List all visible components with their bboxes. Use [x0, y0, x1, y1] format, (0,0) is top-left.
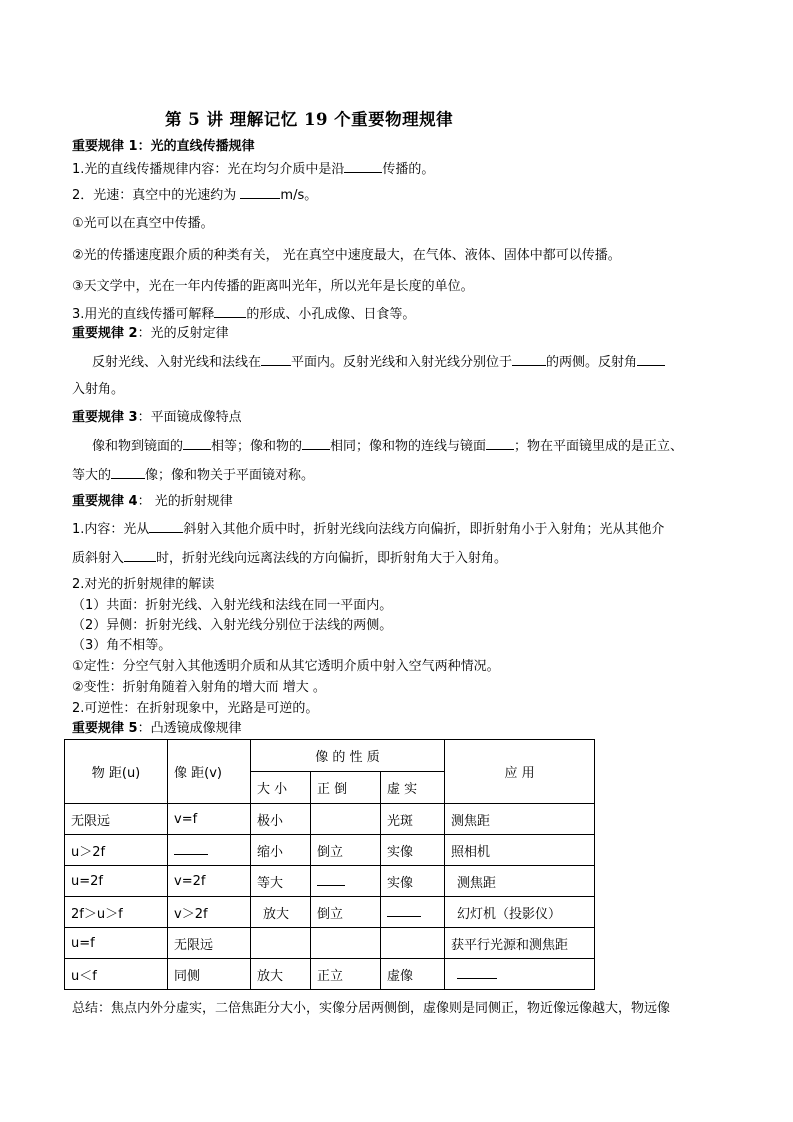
- cell-size: 缩小: [251, 835, 311, 866]
- table-row: [65, 928, 595, 959]
- cell-real: [381, 897, 445, 928]
- fill-blank[interactable]: [637, 353, 665, 366]
- rule2-heading-bold: 重要规律 2: [72, 326, 138, 341]
- fill-blank[interactable]: [111, 466, 145, 479]
- cell-v: 同侧: [168, 959, 251, 990]
- rule3-line2-text-b: 像；像和物关于平面镜对称。: [145, 468, 315, 483]
- cell-real: 虚像: [381, 959, 445, 990]
- rule1-line4: ②光的传播速度跟介质的种类有关， 光在真空中速度最大，在气体、液体、固体中都可以传播。: [72, 248, 621, 263]
- cell-u: u=f: [65, 928, 168, 959]
- rule4-line4: （1）共面：折射光线、入射光线和法线在同一平面内。: [72, 598, 393, 613]
- rule2-heading-text: ：光的反射定律: [137, 326, 229, 341]
- rule5-heading: [72, 721, 242, 737]
- fill-blank[interactable]: [149, 520, 183, 533]
- rule1-line1-text-b: 传播的。: [382, 162, 435, 177]
- cell-orientation: 正立: [311, 959, 381, 990]
- rule4-line7: ①定性：分空气射入其他透明介质和从其它透明介质中射入空气两种情况。: [72, 659, 500, 674]
- lens-imaging-table: [64, 739, 595, 990]
- rule3-line1-text-c: 相同；像和物的连线与镜面: [330, 439, 487, 454]
- rule2-line2: 入射角。: [72, 382, 125, 397]
- cell-application: 测焦距: [445, 804, 595, 835]
- rule3-heading-bold: 重要规律 3: [72, 410, 138, 425]
- rule5-heading-text: ：凸透镜成像规律: [137, 721, 242, 736]
- summary-line: 总结：焦点内外分虚实，二倍焦距分大小，实像分居两侧倒，虚像则是同侧正，物近像远像越大，物远像: [72, 1001, 671, 1016]
- rule4-line6: （3）角不相等。: [72, 638, 172, 653]
- rule3-line1-text-d: ；物在平面镜里成的是正立、: [514, 439, 684, 454]
- fill-blank[interactable]: [183, 437, 211, 450]
- cell-v: [168, 835, 251, 866]
- cell-orientation: [311, 804, 381, 835]
- cell-u: u=2f: [65, 866, 168, 897]
- cell-u: u＜f: [65, 959, 168, 990]
- rule4-line1: [72, 520, 664, 538]
- rule3-heading: [72, 410, 242, 426]
- rule1-line1-text-a: 1.光的直线传播规律内容：光在均匀介质中是沿: [72, 162, 345, 177]
- table-row: [65, 959, 595, 990]
- header-image-distance: 像 距(v): [168, 740, 251, 804]
- cell-v: v＞2f: [168, 897, 251, 928]
- header-object-distance: 物 距(u): [65, 740, 168, 804]
- fill-blank[interactable]: [387, 904, 421, 917]
- cell-size: 放大: [251, 897, 311, 928]
- cell-real: 光斑: [381, 804, 445, 835]
- rule4-line8: ②变性：折射角随着入射角的增大而 增大 。: [72, 680, 326, 695]
- fill-blank[interactable]: [486, 437, 514, 450]
- fill-blank[interactable]: [302, 437, 330, 450]
- cell-v: 无限远: [168, 928, 251, 959]
- rule4-heading: [72, 494, 233, 510]
- rule3-line2: [72, 466, 314, 484]
- rule4-heading-bold: 重要规律 4: [72, 494, 138, 509]
- cell-real: 实像: [381, 866, 445, 897]
- fill-blank[interactable]: [317, 873, 345, 886]
- cell-size: 极小: [251, 804, 311, 835]
- rule1-line6-text-b: 的形成、小孔成像、日食等。: [246, 307, 416, 322]
- cell-application: [445, 959, 595, 990]
- cell-u: u＞2f: [65, 835, 168, 866]
- fill-blank[interactable]: [240, 186, 280, 199]
- table-row: [65, 866, 595, 897]
- fill-blank[interactable]: [457, 966, 497, 979]
- fill-blank[interactable]: [512, 353, 546, 366]
- rule1-line2-text-a: 2．光速：真空中的光速约为: [72, 188, 241, 203]
- rule3-line1-text-b: 相等；像和物的: [211, 439, 303, 454]
- header-orientation: 正 倒: [311, 772, 381, 804]
- rule1-line1: [72, 160, 434, 178]
- cell-application: 测焦距: [445, 866, 595, 897]
- rule3-line2-text-a: 等大的: [72, 468, 112, 483]
- rule1-line5: ③天文学中，光在一年内传播的距离叫光年，所以光年是长度的单位。: [72, 279, 474, 294]
- cell-orientation: [311, 928, 381, 959]
- rule1-line3: ①光可以在真空中传播。: [72, 216, 214, 231]
- cell-orientation: 倒立: [311, 835, 381, 866]
- header-size: 大 小: [251, 772, 311, 804]
- fill-blank[interactable]: [124, 549, 156, 562]
- rule1-line6-text-a: 3.用光的直线传播可解释: [72, 307, 215, 322]
- rule4-line2: [72, 549, 507, 567]
- header-real-virtual: 虚 实: [381, 772, 445, 804]
- rule1-heading: 重要规律 1：光的直线传播规律: [72, 139, 255, 154]
- fill-blank[interactable]: [261, 353, 291, 366]
- rule4-line9: 2.可逆性：在折射现象中，光路是可逆的。: [72, 701, 319, 716]
- fill-blank[interactable]: [214, 305, 246, 318]
- rule2-line1: [72, 353, 665, 371]
- cell-u: 无限远: [65, 804, 168, 835]
- rule4-line3: 2.对光的折射规律的解读: [72, 577, 215, 592]
- rule1-line2-text-b: m/s。: [280, 188, 318, 203]
- cell-u: 2f＞u＞f: [65, 897, 168, 928]
- cell-real: 实像: [381, 835, 445, 866]
- cell-real: [381, 928, 445, 959]
- cell-v: v=f: [168, 804, 251, 835]
- page-title: 第 5 讲 理解记忆 19 个重要物理规律: [165, 110, 454, 129]
- rule3-line1: [72, 437, 683, 455]
- cell-application: 幻灯机（投影仪）: [445, 897, 595, 928]
- rule4-line1-text-b: 斜射入其他介质中时，折射光线向法线方向偏折，即折射角小于入射角；光从其他介: [183, 522, 665, 537]
- cell-size: [251, 928, 311, 959]
- table-row: [65, 897, 595, 928]
- rule1-line6: [72, 305, 415, 323]
- rule1-line2: [72, 186, 317, 204]
- rule4-line1-text-a: 1.内容：光从: [72, 522, 150, 537]
- rule4-line2-text-a: 质斜射入: [72, 551, 125, 566]
- cell-orientation: [311, 866, 381, 897]
- fill-blank[interactable]: [344, 160, 382, 173]
- rule4-heading-text: ： 光的折射规律: [137, 494, 233, 509]
- cell-application: 照相机: [445, 835, 595, 866]
- rule2-line1-text-a: 反射光线、入射光线和法线在: [92, 355, 262, 370]
- cell-v: v=2f: [168, 866, 251, 897]
- fill-blank[interactable]: [174, 842, 208, 855]
- rule2-heading: [72, 326, 229, 342]
- rule4-line5: （2）异侧：折射光线、入射光线分别位于法线的两侧。: [72, 618, 393, 633]
- header-image-nature: 像 的 性 质: [251, 740, 445, 772]
- cell-orientation: 倒立: [311, 897, 381, 928]
- rule3-line1-text-a: 像和物到镜面的: [92, 439, 184, 454]
- cell-size: 放大: [251, 959, 311, 990]
- table-row: [65, 835, 595, 866]
- rule4-line2-text-b: 时，折射光线向远离法线的方向偏折，即折射角大于入射角。: [156, 551, 508, 566]
- rule3-heading-text: ：平面镜成像特点: [137, 410, 242, 425]
- table-row: [65, 804, 595, 835]
- cell-application: 获平行光源和测焦距: [445, 928, 595, 959]
- cell-size: 等大: [251, 866, 311, 897]
- header-application: 应 用: [445, 740, 595, 804]
- rule5-heading-bold: 重要规律 5: [72, 721, 138, 736]
- rule2-line1-text-b: 平面内。反射光线和入射光线分别位于: [291, 355, 513, 370]
- rule2-line1-text-c: 的两侧。反射角: [546, 355, 638, 370]
